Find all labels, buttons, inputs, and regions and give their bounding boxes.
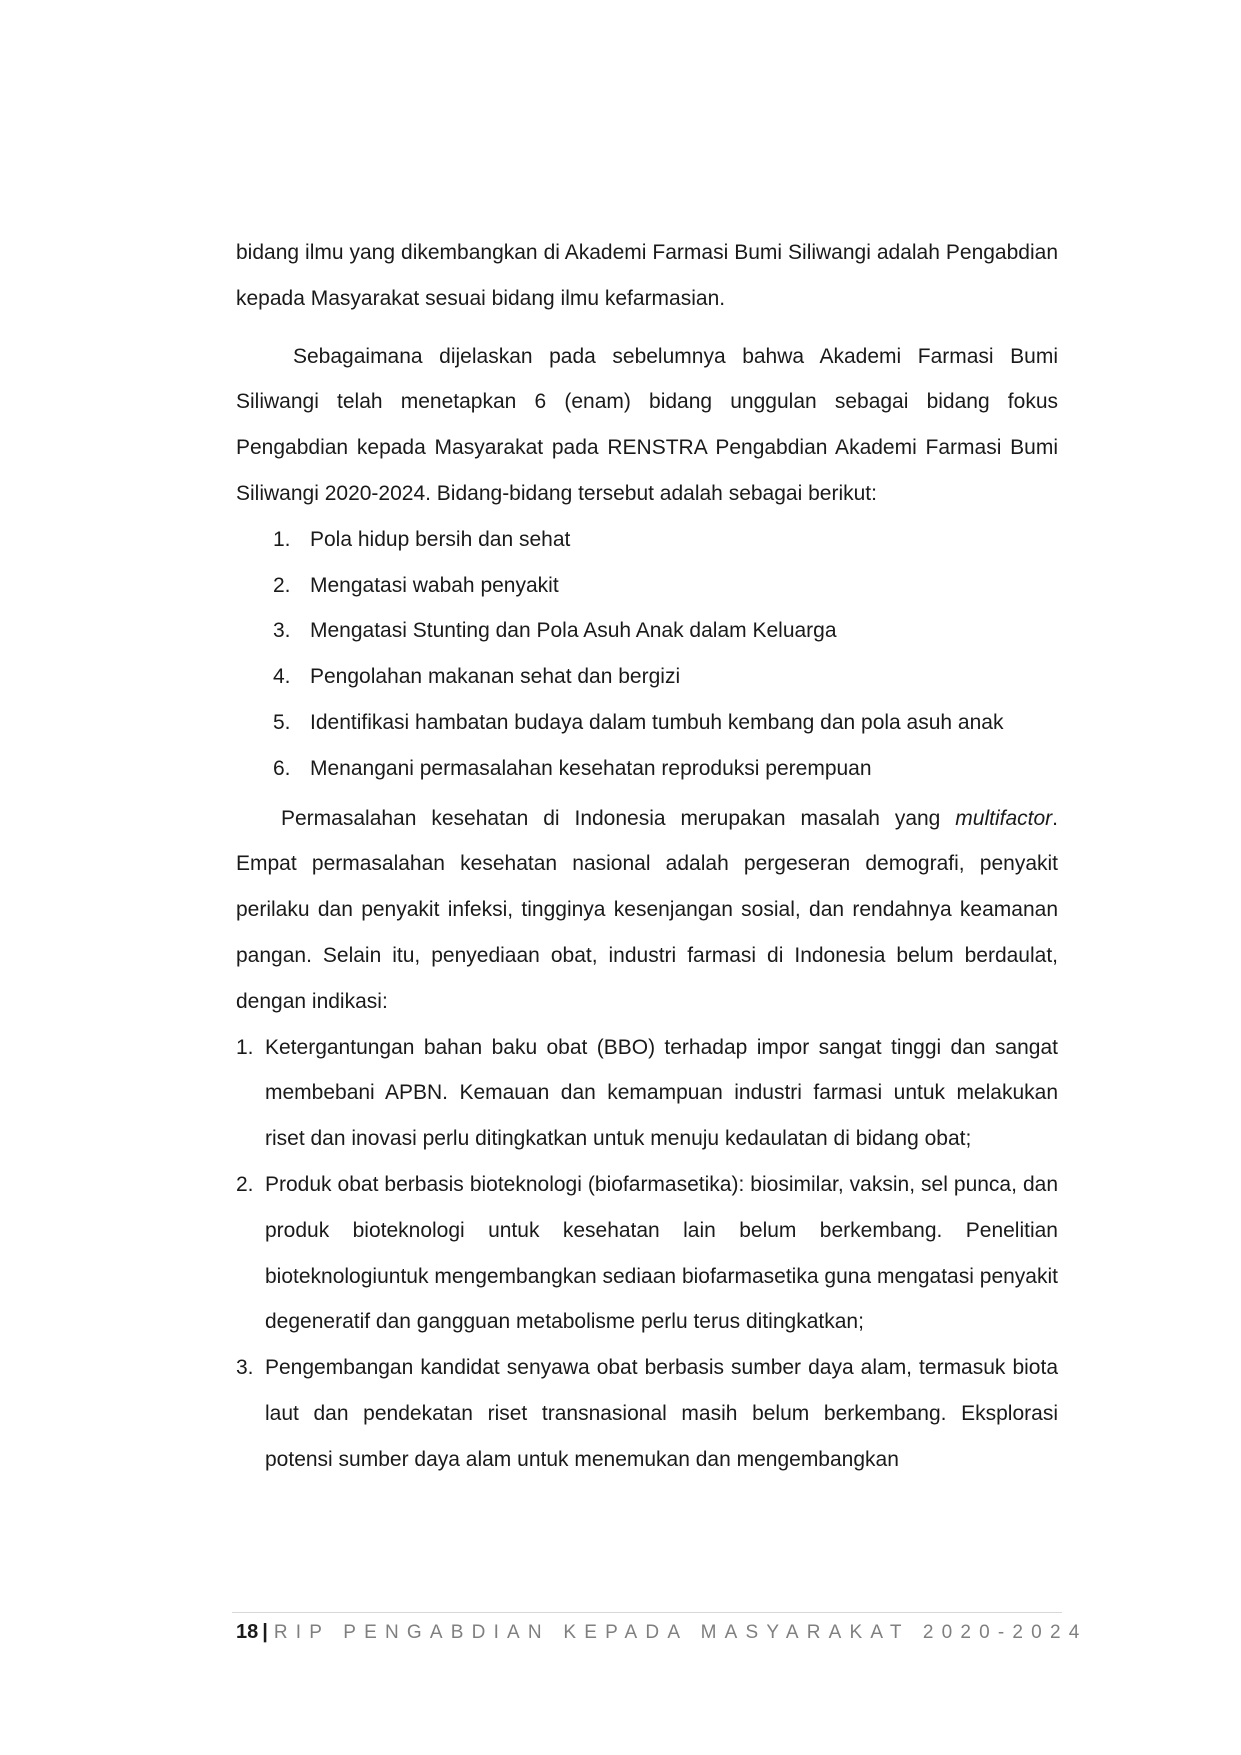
list-number: 1. [273, 527, 291, 551]
list-item [236, 1025, 1058, 1162]
list-item [236, 608, 1058, 654]
page-footer [236, 1617, 1087, 1648]
list-item [236, 654, 1058, 700]
list-number: 5. [273, 710, 291, 734]
indication-list [236, 1025, 1058, 1483]
italic-term: multifactor [955, 806, 1053, 830]
page-number: 18 [236, 1621, 259, 1643]
footer-separator: | [262, 1621, 268, 1643]
list-text: Pola hidup bersih dan sehat [310, 527, 571, 551]
footer-divider [232, 1612, 1062, 1613]
footer-title: RIP PENGABDIAN KEPADA MASYARAKAT 2020-2024 [273, 1622, 1088, 1643]
list-text: Produk obat berbasis bioteknologi (biofarmasetika): biosimilar, vaksin, sel punca, dan produk bioteknologi untuk kesehatan lain belum berkembang. Penelitian bioteknologiuntuk mengembangkan sediaan biofarmasetika guna mengatasi penyakit degeneratif dan gangguan metabolisme perlu terus ditingkatkan; [265, 1172, 1058, 1334]
list-number: 2. [273, 573, 291, 597]
focus-area-list [236, 517, 1058, 792]
list-item [236, 517, 1058, 563]
list-number: 4. [273, 665, 291, 689]
list-text: Identifikasi hambatan budaya dalam tumbuh kembang dan pola asuh anak [310, 710, 1004, 734]
paragraph-health-problems [236, 796, 1058, 1025]
list-text: Pengembangan kandidat senyawa obat berbasis sumber daya alam, termasuk biota laut dan pendekatan riset transnasional masih belum berkembang. Eksplorasi potensi sumber daya alam untuk menemukan dan mengembangkan [265, 1356, 1058, 1471]
paragraph-text: Permasalahan kesehatan di Indonesia merupakan masalah yang [281, 806, 956, 830]
list-number: 2. [236, 1172, 254, 1196]
page-body [236, 230, 1058, 1483]
list-number: 3. [236, 1356, 254, 1380]
list-text: Menangani permasalahan kesehatan reproduksi perempuan [310, 756, 872, 780]
list-number: 6. [273, 756, 291, 780]
list-item [236, 1345, 1058, 1482]
list-item [236, 746, 1058, 792]
list-text: Pengolahan makanan sehat dan bergizi [310, 665, 681, 689]
list-text: Mengatasi Stunting dan Pola Asuh Anak dalam Keluarga [310, 619, 837, 643]
paragraph-intro: bidang ilmu yang dikembangkan di Akademi Farmasi Bumi Siliwangi adalah Pengabdian kepada Masyarakat sesuai bidang ilmu kefarmasian. [236, 241, 1058, 310]
list-text: Ketergantungan bahan baku obat (BBO) terhadap impor sangat tinggi dan sangat membebani APBN. Kemauan dan kemampuan industri farmasi untuk melakukan riset dan inovasi perlu ditingkatkan untuk menuju kedaulatan di bidang obat; [265, 1035, 1058, 1151]
list-number: 3. [273, 619, 291, 643]
list-number: 1. [236, 1035, 254, 1059]
list-item [236, 563, 1058, 609]
list-item [236, 700, 1058, 746]
list-text: Mengatasi wabah penyakit [310, 573, 559, 597]
paragraph-text: . Empat permasalahan kesehatan nasional adalah pergeseran demografi, penyakit perilaku dan penyakit infeksi, tingginya kesenjangan sosial, dan rendahnya keamanan pangan. Selain itu, penyediaan obat, industri farmasi di Indonesia belum berdaulat, dengan indikasi: [236, 806, 1058, 1013]
paragraph-focus-areas: Sebagaimana dijelaskan pada sebelumnya bahwa Akademi Farmasi Bumi Siliwangi telah menetapkan 6 (enam) bidang unggulan sebagai bidang fokus Pengabdian kepada Masyarakat pada RENSTRA Pengabdian Akademi Farmasi Bumi Siliwangi 2020-2024. Bidang-bidang tersebut adalah sebagai berikut: [236, 344, 1058, 505]
list-item [236, 1162, 1058, 1345]
